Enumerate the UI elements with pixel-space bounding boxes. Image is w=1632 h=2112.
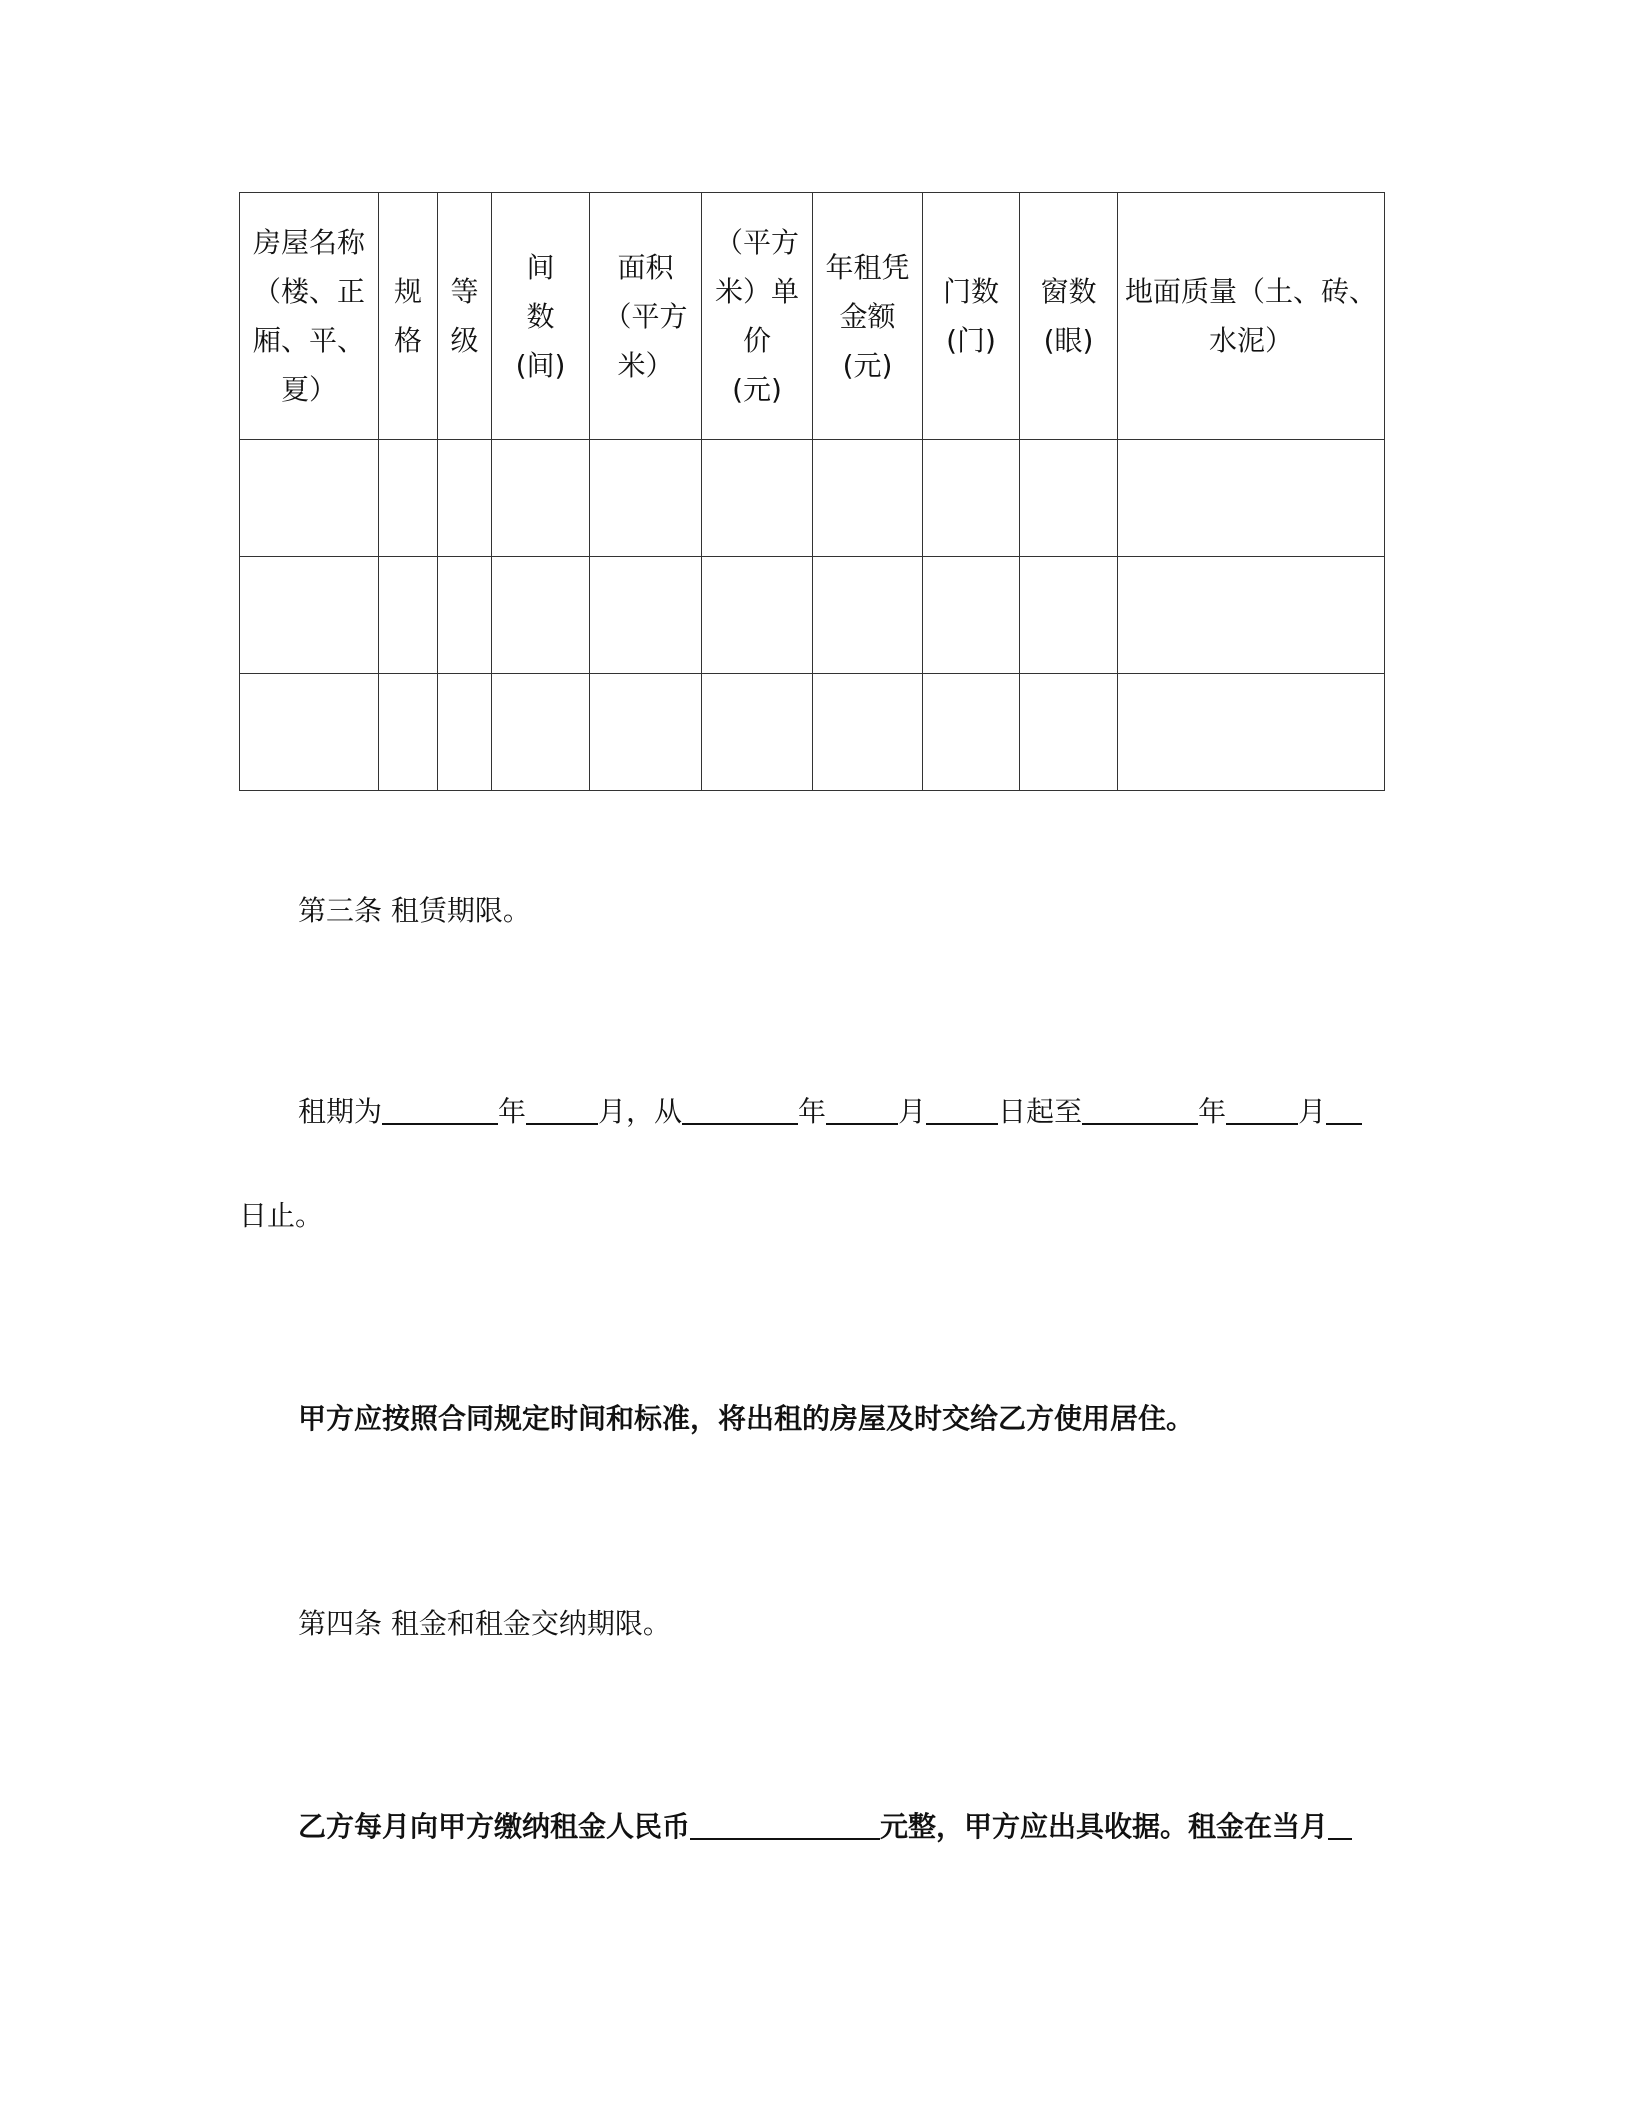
table-cell[interactable] bbox=[923, 674, 1020, 791]
table-cell[interactable] bbox=[379, 440, 438, 557]
blank-rent-amount[interactable] bbox=[690, 1808, 880, 1840]
table-cell[interactable] bbox=[813, 440, 923, 557]
blank-to-month[interactable] bbox=[1226, 1093, 1298, 1125]
house-info-table bbox=[239, 192, 1385, 791]
table-cell[interactable] bbox=[702, 557, 813, 674]
blank-start-months[interactable] bbox=[526, 1093, 598, 1125]
table-cell[interactable] bbox=[1118, 440, 1385, 557]
table-cell[interactable] bbox=[1020, 557, 1118, 674]
table-cell[interactable] bbox=[702, 674, 813, 791]
header-house-name: 房屋名称 （楼、正 厢、平、 夏） bbox=[240, 193, 379, 440]
table-cell[interactable] bbox=[590, 440, 702, 557]
term-text: 年 bbox=[798, 1095, 827, 1128]
table-cell[interactable] bbox=[438, 440, 492, 557]
header-grade: 等 级 bbox=[438, 193, 492, 440]
blank-start-years[interactable] bbox=[382, 1093, 498, 1125]
blank-to-day[interactable] bbox=[1326, 1093, 1362, 1125]
term-text: 月 bbox=[898, 1095, 927, 1128]
table-cell[interactable] bbox=[702, 440, 813, 557]
table-cell[interactable] bbox=[438, 557, 492, 674]
table-cell[interactable] bbox=[1020, 674, 1118, 791]
term-text: 年 bbox=[498, 1095, 527, 1128]
blank-payment-day[interactable] bbox=[1328, 1808, 1352, 1840]
term-text: 日起至 bbox=[998, 1095, 1083, 1128]
blank-from-day[interactable] bbox=[926, 1093, 998, 1125]
lease-term-line bbox=[298, 1092, 1362, 1132]
article4-heading: 第四条 租金和租金交纳期限。 bbox=[298, 1607, 671, 1640]
table-cell[interactable] bbox=[379, 674, 438, 791]
header-unit-price: （平方 米）单 价 (元) bbox=[702, 193, 813, 440]
table-cell[interactable] bbox=[379, 557, 438, 674]
table-cell[interactable] bbox=[1118, 557, 1385, 674]
table-cell[interactable] bbox=[923, 557, 1020, 674]
article3-heading: 第三条 租赁期限。 bbox=[298, 894, 531, 927]
blank-from-month[interactable] bbox=[826, 1093, 898, 1125]
lease-term-end: 日止。 bbox=[239, 1199, 324, 1232]
table-row bbox=[240, 557, 1385, 674]
delivery-clause: 甲方应按照合同规定时间和标准，将出租的房屋及时交给乙方使用居住。 bbox=[298, 1402, 1195, 1435]
table-cell[interactable] bbox=[492, 440, 590, 557]
blank-from-year[interactable] bbox=[682, 1093, 798, 1125]
table-cell[interactable] bbox=[923, 440, 1020, 557]
term-text: 租期为 bbox=[298, 1095, 383, 1128]
header-area: 面积 （平方 米） bbox=[590, 193, 702, 440]
header-floor-quality: 地面质量（土、砖、 水泥） bbox=[1118, 193, 1385, 440]
table-cell[interactable] bbox=[492, 674, 590, 791]
table-row bbox=[240, 674, 1385, 791]
table-cell[interactable] bbox=[240, 674, 379, 791]
term-text: 年 bbox=[1198, 1095, 1227, 1128]
term-text: 月 bbox=[1298, 1095, 1327, 1128]
table-cell[interactable] bbox=[813, 557, 923, 674]
table-cell[interactable] bbox=[813, 674, 923, 791]
header-door-count: 门数 (门) bbox=[923, 193, 1020, 440]
blank-to-year[interactable] bbox=[1082, 1093, 1198, 1125]
table-cell[interactable] bbox=[1020, 440, 1118, 557]
table-cell[interactable] bbox=[240, 557, 379, 674]
table-header-row bbox=[240, 193, 1385, 440]
header-spec: 规 格 bbox=[379, 193, 438, 440]
payment-text: 乙方每月向甲方缴纳租金人民币 bbox=[298, 1810, 691, 1843]
payment-line bbox=[298, 1807, 1352, 1847]
payment-text: 元整，甲方应出具收据。租金在当月 bbox=[880, 1810, 1329, 1843]
term-text: 月，从 bbox=[598, 1095, 683, 1128]
table-cell[interactable] bbox=[240, 440, 379, 557]
header-window-count: 窗数 (眼) bbox=[1020, 193, 1118, 440]
table-cell[interactable] bbox=[590, 557, 702, 674]
header-annual-rent: 年租凭 金额 (元) bbox=[813, 193, 923, 440]
table-cell[interactable] bbox=[590, 674, 702, 791]
header-room-count: 间 数 (间) bbox=[492, 193, 590, 440]
table-cell[interactable] bbox=[492, 557, 590, 674]
table-row bbox=[240, 440, 1385, 557]
table-cell[interactable] bbox=[1118, 674, 1385, 791]
table-cell[interactable] bbox=[438, 674, 492, 791]
